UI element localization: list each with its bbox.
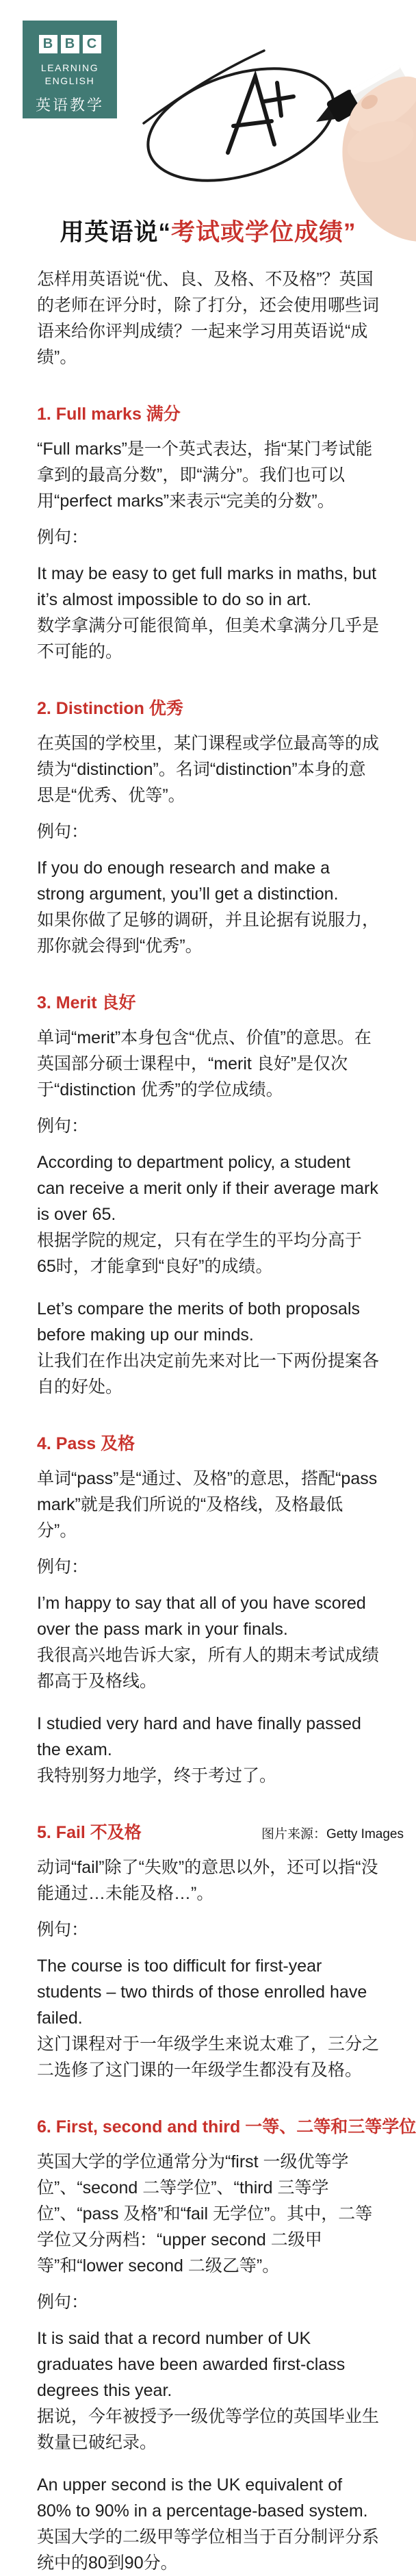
section-heading: 4. Pass 及格	[37, 1434, 135, 1453]
bbc-learning-english-logo	[23, 21, 117, 118]
page-title	[37, 214, 379, 248]
logo-line-chinese: 英语教学	[35, 97, 104, 114]
article-section	[37, 2113, 416, 2576]
example-list	[37, 1953, 379, 2083]
section-body: “Full marks”是一个英式表达，指“某门考试能拿到的最高分数”，即“满分”。我们也可以用“perfect marks”来表示“完美的分数”。	[37, 439, 373, 511]
example-list	[37, 855, 379, 959]
section-heading: 1. Full marks 满分	[37, 405, 181, 424]
example-chinese: 我特别努力地学，终于考过了。	[37, 1766, 277, 1785]
example-english: Let’s compare the merits of both proposals before making up our minds.	[37, 1299, 361, 1344]
example-english: According to department policy, a student can receive a merit only if their average mark is over 65.	[37, 1153, 378, 1224]
section-body: 单词“merit”本身包含“优点、价值”的意思。在英国部分硕士课程中，“merit 良好”是仅次于“distinction 优秀”的学位成绩。	[37, 1028, 372, 1099]
example-english: It is said that a record number of UK graduates have been awarded first-class degrees this year.	[37, 2329, 346, 2400]
example-english: The course is too difficult for first-year students – two thirds of those enrolled have failed.	[37, 1956, 367, 2028]
example-label: 例句：	[37, 528, 89, 547]
article-section	[37, 400, 379, 665]
example-chinese: 英国大学的二级甲等学位相当于百分制评分系统中的80到90分。	[37, 2527, 380, 2573]
article-section	[37, 989, 379, 1400]
example-chinese: 如果你做了足够的调研，并且论据有说服力，那你就会得到“优秀”。	[37, 910, 380, 956]
example-label: 例句：	[37, 1117, 89, 1136]
example-label: 例句：	[37, 2293, 89, 2312]
example-list	[37, 1149, 379, 1400]
example-pair	[37, 1296, 379, 1400]
example-label: 例句：	[37, 1557, 89, 1577]
example-pair	[37, 855, 379, 959]
example-pair	[37, 1590, 379, 1694]
section-heading: 3. Merit 良好	[37, 993, 136, 1012]
example-chinese: 据说，今年被授予一级优等学位的英国毕业生数量已破纪录。	[37, 2407, 380, 2452]
example-pair	[37, 1953, 379, 2083]
sections	[37, 400, 416, 2576]
article-section	[37, 1430, 379, 1789]
intro-paragraph: 怎样用英语说“优、良、及格、不及格”？英国的老师在评分时，除了打分，还会使用哪些词语来给你评判成绩？一起来学习用英语说“成绩”。	[37, 270, 380, 367]
image-credit: 图片来源：Getty Images	[261, 1827, 404, 1841]
bbc-block-b2: B	[61, 35, 79, 53]
bbc-block-c: C	[83, 35, 101, 53]
article-section	[37, 695, 379, 959]
example-chinese: 数学拿满分可能很简单，但美术拿满分几乎是不可能的。	[37, 616, 380, 661]
example-list	[37, 561, 379, 665]
bbc-blocks	[39, 35, 101, 53]
example-chinese: 让我们在作出决定前先来对比一下两份提案各自的好处。	[37, 1351, 380, 1397]
example-english: If you do enough research and make a strong argument, you’ll get a distinction.	[37, 858, 339, 904]
section-body: 单词“pass”是“通过、及格”的意思，搭配“pass mark”就是我们所说的“及格线，及格最低分”。	[37, 1469, 378, 1540]
section-heading: 2. Distinction 优秀	[37, 699, 183, 718]
example-label: 例句：	[37, 1920, 89, 1939]
example-pair	[37, 2325, 379, 2456]
section-body: 英国大学的学位通常分为“first 一级优等学位”、“second 二等学位”、“third 三等学位”、“pass 及格”和“fail 无学位”。其中，二等学位又分两档：“upper second 二级甲等”和“lower second 二级乙等”。	[37, 2152, 373, 2275]
example-list	[37, 2325, 379, 2576]
section-body: 动词“fail”除了“失败”的意思以外，还可以指“没能通过…未能及格…”。	[37, 1858, 378, 1903]
example-chinese: 我很高兴地告诉大家，所有人的期末考试成绩都高于及格线。	[37, 1646, 380, 1691]
example-pair	[37, 2472, 379, 2576]
example-english: I’m happy to say that all of you have scored over the pass mark in your finals.	[37, 1594, 366, 1639]
example-label: 例句：	[37, 822, 89, 841]
example-pair	[37, 1711, 379, 1789]
bbc-block-b1: B	[39, 35, 57, 53]
example-chinese: 这门课程对于一年级学生来说太难了，三分之二选修了这门课的一年级学生都没有及格。	[37, 2035, 380, 2080]
logo-line-english: ENGLISH	[44, 75, 95, 86]
article-body	[0, 214, 416, 2576]
example-list	[37, 1590, 379, 1789]
hero-banner	[0, 0, 411, 193]
example-chinese: 根据学院的规定，只有在学生的平均分高于65时，才能拿到“良好”的成绩。	[37, 1231, 363, 1276]
section-heading: 5. Fail 不及格	[37, 1823, 142, 1842]
section-body: 在英国的学校里，某门课程或学位最高等的成绩为“distinction”。名词“distinction”本身的意思是“优秀、优等”。	[37, 734, 380, 805]
example-english: I studied very hard and have finally passed the exam.	[37, 1714, 361, 1759]
example-english: It may be easy to get full marks in maths, but it’s almost impossible to do so in art.	[37, 564, 377, 609]
page-title-red: 考试或学位成绩”	[171, 219, 356, 246]
example-pair	[37, 561, 379, 665]
example-pair	[37, 1149, 379, 1279]
article-section	[37, 1819, 379, 2083]
logo-line-learning: LEARNING	[40, 62, 99, 73]
section-heading: 6. First, second and third 一等、二等和三等学位	[37, 2117, 416, 2137]
a-plus-glyph	[228, 77, 294, 153]
example-english: An upper second is the UK equivalent of 80% to 90% in a percentage-based system.	[37, 2475, 368, 2521]
page-title-black: 用英语说“	[60, 219, 171, 246]
